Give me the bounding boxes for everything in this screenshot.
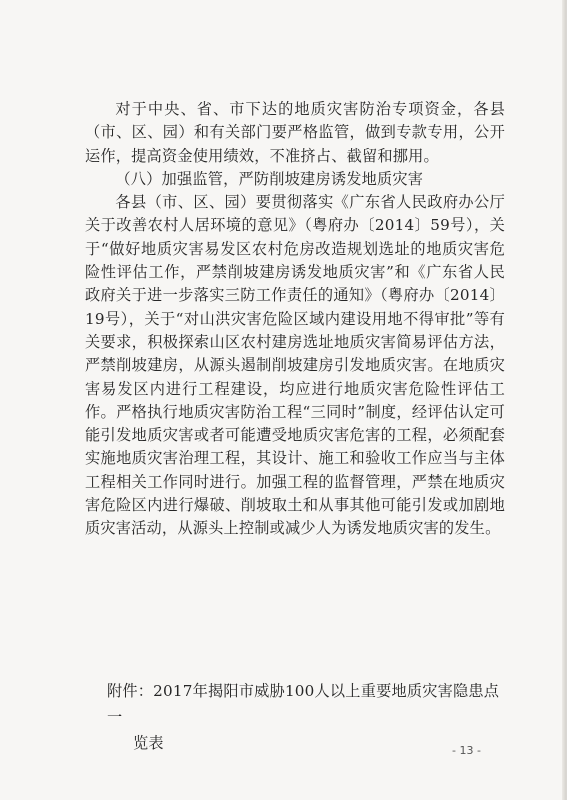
page-number: - 13 - xyxy=(452,744,481,757)
attachment-line-2: 览表 xyxy=(133,734,164,752)
attachment-line-1: 附件：2017年揭阳市威胁100人以上重要地质灾害隐患点一 xyxy=(107,682,500,726)
scan-edge-shadow xyxy=(562,0,566,800)
section-heading-eight: （八）加强监管，严防削坡建房诱发地质灾害 xyxy=(115,169,424,188)
document-body xyxy=(85,98,505,541)
paragraph-slope-cutting-prevention: 各县（市、区、园）要贯彻落实《广东省人民政府办公厅关于改善农村人居环境的意见》（粤府办〔2014〕59号），关于“做好地质灾害易发区农村危房改造规划选址的地质灾害危险性评估工作，严禁削坡建房诱发地质灾害”和《广东省人民政府关于进一步落实三防工作责任的通知》（粤府办〔2014〕19号），关于“对山洪灾害危险区域内建设用地不得审批”等有关要求，积极探索山区农村建房选址地质灾害简易评估方法，严禁削坡建房，从源头遏制削坡建房引发地质灾害。在地质灾害易发区内进行工程建设，均应进行地质灾害危险性评估工作。严格执行地质灾害防治工程“三同时”制度，经评估认定可能引发地质灾害或者可能遭受地质灾害危害的工程，必须配套实施地质灾害治理工程，其设计、施工和验收工作应当与主体工程相关工作同时进行。加强工程的监督管理，严禁在地质灾害危险区内进行爆破、削坡取土和从事其他可能引发或加剧地质灾害活动，从源头上控制或减少人为诱发地质灾害的发生。 xyxy=(85,193,505,538)
attachment-note xyxy=(107,678,507,756)
paragraph-funds-supervision: 对于中央、省、市下达的地质灾害防治专项资金，各县（市、区、园）和有关部门要严格监管，做到专款专用，公开运作，提高资金使用绩效，不准挤占、截留和挪用。 xyxy=(85,100,505,165)
